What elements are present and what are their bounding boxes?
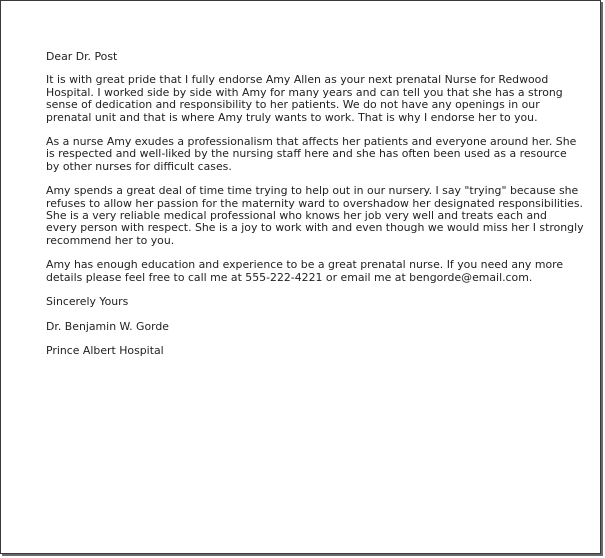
paragraph-line: Amy spends a great deal of time time trying to help out in our nursery. I say "trying" because she	[46, 184, 579, 198]
paragraph-line: Amy has enough education and experience to be a great prenatal nurse. If you need any more	[46, 258, 564, 272]
salutation: Dear Dr. Post	[46, 50, 118, 63]
paragraph-line: sense of dedication and responsibility to her patients. We do not have any openings in our	[46, 98, 540, 112]
paragraph-line: every person with respect. She is a joy to work with and even though we would miss her I strongly	[46, 221, 584, 235]
paragraph-line: details please feel free to call me at 555-222-4221 or email me at bengorde@email.com.	[46, 270, 533, 284]
paragraph-1	[46, 74, 566, 124]
signature-name: Dr. Benjamin W. Gorde	[46, 319, 170, 333]
paragraph-line: As a nurse Amy exudes a professionalism that affects her patients and everyone around her. She	[46, 135, 577, 149]
paragraph-line: Hospital. I worked side by side with Amy for many years and can tell you that she has a strong	[46, 85, 563, 99]
paragraph-line: recommend her to you.	[46, 233, 175, 247]
paragraph-line: refuses to allow her passion for the maternity ward to overshadow her designated responsibilities.	[46, 196, 584, 210]
paragraph-line: by other nurses for difficult cases.	[46, 159, 232, 173]
paragraph-line: is respected and well-liked by the nursing staff here and she has often been used as a resource	[46, 147, 567, 161]
closing: Sincerely Yours	[46, 295, 129, 309]
paragraph-2	[46, 135, 577, 173]
paragraph-3	[46, 184, 584, 247]
paragraph-line: It is with great pride that I fully endorse Amy Allen as your next prenatal Nurse for Redwood	[46, 73, 549, 87]
organization-name: Prince Albert Hospital	[46, 343, 164, 357]
letter-body	[46, 50, 584, 369]
paragraph-line: prenatal unit and that is where Amy truly wants to work. That is why I endorse her to you.	[46, 110, 538, 124]
paragraph-line: She is a very reliable medical professional who knows her job very well and treats each and	[46, 209, 547, 223]
paragraph-4	[46, 259, 566, 284]
